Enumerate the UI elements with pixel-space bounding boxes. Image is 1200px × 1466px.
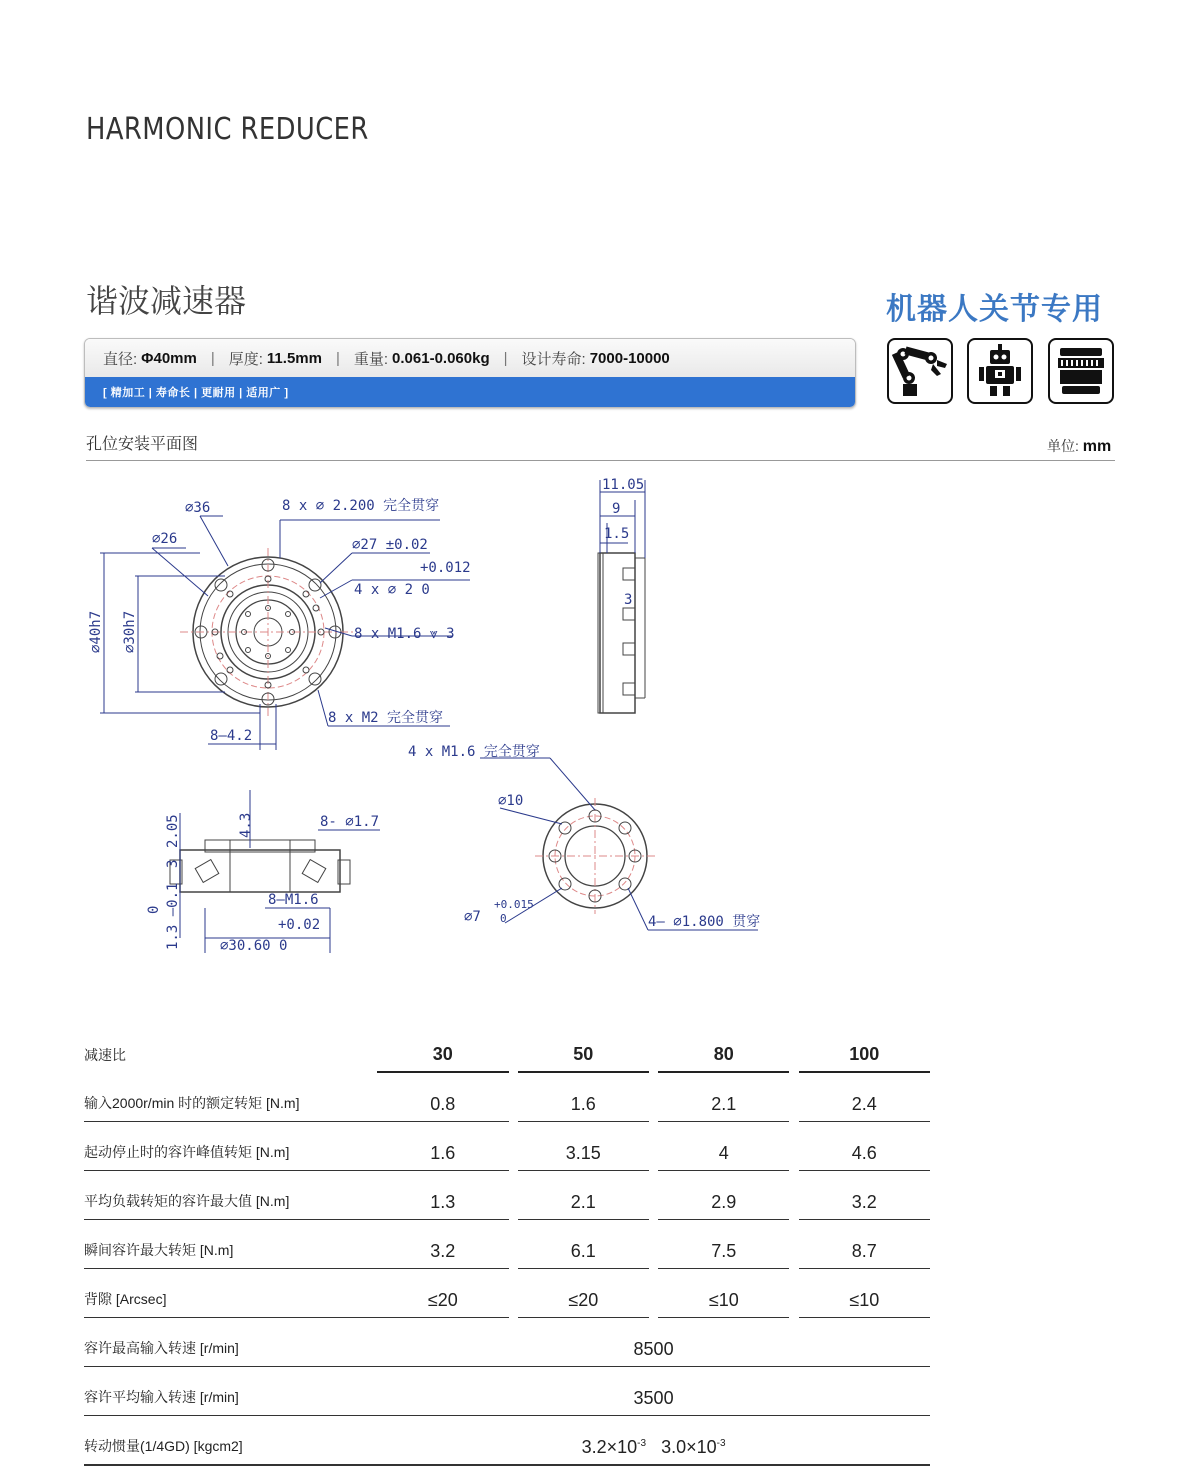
dim-d17: 8- ∅1.7: [320, 814, 380, 830]
row-label: 容许平均输入转速 [r/min]: [84, 1367, 377, 1416]
weight-label: 重量:: [353, 350, 389, 368]
ratio-100: 100: [799, 1025, 930, 1073]
cell: 4: [658, 1122, 789, 1171]
cell: 3.2: [377, 1220, 508, 1269]
dim-m16-4x: 4 x M1.6 完全贯穿: [408, 744, 540, 760]
feature-strip: [ 精加工 | 寿命长 | 更耐用 | 适用广 ]: [85, 377, 855, 407]
title-chinese: 谐波减速器: [86, 282, 247, 320]
cell: 2.4: [799, 1073, 930, 1122]
thickness-value: 11.5mm: [266, 349, 322, 367]
life-value: 7000-10000: [589, 349, 670, 367]
specs-table: [84, 1025, 930, 1466]
cell-merged: [377, 1416, 930, 1466]
cell: 2.1: [658, 1073, 789, 1122]
dim-3: 3: [624, 592, 633, 608]
dim-8-42: 8–4.2: [210, 728, 253, 744]
divider: [86, 460, 1115, 461]
row-label: 瞬间容许最大转矩 [N.m]: [84, 1220, 377, 1269]
table-row: [84, 1318, 930, 1367]
inertia-value-2: 3.0×10: [661, 1437, 717, 1457]
cell: 4.6: [799, 1122, 930, 1171]
diameter-label: 直径:: [103, 350, 138, 368]
separator: |: [335, 349, 340, 367]
row-label: 输入2000r/min 时的额定转矩 [N.m]: [84, 1073, 377, 1122]
inertia-exp-1: -3: [637, 1438, 647, 1449]
dim-tol-002: +0.02: [278, 917, 321, 933]
ratio-30: 30: [377, 1025, 508, 1073]
cell: 2.1: [518, 1171, 649, 1220]
dim-205: 2.05: [165, 814, 181, 848]
row-label: 起动停止时的容许峰值转矩 [N.m]: [84, 1122, 377, 1171]
dim-d1800: 4– ∅1.800 贯穿: [648, 914, 761, 930]
cell: ≤20: [518, 1269, 649, 1318]
robot-joint-tag: 机器人关节专用: [886, 293, 1103, 326]
table-row: [84, 1122, 930, 1171]
unit-value: mm: [1082, 438, 1112, 455]
weight-value: 0.061-0.060kg: [392, 349, 490, 367]
cell: 1.3: [377, 1171, 508, 1220]
reducer-icon: [1048, 338, 1114, 404]
separator: |: [503, 349, 508, 367]
dim-m2-8x: 8 x M2 完全贯穿: [328, 710, 444, 726]
ratio-80: 80: [658, 1025, 789, 1073]
drawing-title: 孔位安装平面图: [86, 436, 199, 453]
dim-holes-8x: 8 x ∅ 2.200 完全贯穿: [282, 498, 440, 514]
dim-d10: ∅10: [498, 793, 524, 809]
dim-m16-8x: 8 x M1.6 ⩔ 3: [354, 626, 455, 642]
dim-d26: ∅26: [152, 531, 178, 547]
title-english: HARMONIC REDUCER: [86, 112, 369, 147]
dim-0: 0: [146, 905, 162, 914]
cell: 1.6: [377, 1122, 508, 1171]
table-row: [84, 1269, 930, 1318]
table-row: [84, 1367, 930, 1416]
dim-1105: 11.05: [602, 477, 645, 493]
cell: ≤20: [377, 1269, 508, 1318]
dim-tol-0: 0: [500, 912, 507, 925]
row-label: 平均负载转矩的容许最大值 [N.m]: [84, 1171, 377, 1220]
cell-merged: 8500: [377, 1318, 930, 1367]
cell: 8.7: [799, 1220, 930, 1269]
diameter-value: Φ40mm: [141, 349, 197, 367]
unit-label: [1047, 436, 1111, 456]
inertia-value-1: 3.2×10: [581, 1437, 638, 1457]
cell: ≤10: [658, 1269, 789, 1318]
dim-d27: ∅27 ±0.02: [352, 537, 428, 553]
row-label: 转动惯量(1/4GD) [kgcm2]: [84, 1416, 377, 1466]
dim-tol-012: +0.012: [420, 560, 471, 576]
table-row: [84, 1220, 930, 1269]
table-header-row: [84, 1025, 930, 1073]
cell: 6.1: [518, 1220, 649, 1269]
spec-bar: [84, 338, 856, 408]
table-row: [84, 1416, 930, 1466]
life-label: 设计寿命:: [521, 350, 586, 368]
cell: 7.5: [658, 1220, 789, 1269]
dim-d40h7: ∅40h7: [88, 610, 104, 653]
row-label: 背隙 [Arcsec]: [84, 1269, 377, 1318]
spec-summary: [85, 339, 855, 377]
cell: 0.8: [377, 1073, 508, 1122]
dim-d7: ∅7: [464, 909, 481, 925]
dim-d3060: ∅30.60 0: [220, 938, 288, 954]
unit-label-text: 单位:: [1047, 438, 1079, 454]
cell: 3.15: [518, 1122, 649, 1171]
dim-d30h7: ∅30h7: [122, 610, 138, 653]
cell: 2.9: [658, 1171, 789, 1220]
dimension-labels: [88, 477, 760, 954]
ratio-50: 50: [518, 1025, 649, 1073]
dim-9: 9: [612, 501, 621, 517]
table-row: [84, 1073, 930, 1122]
separator: |: [210, 349, 215, 367]
table-row: [84, 1171, 930, 1220]
dim-d36: ∅36: [185, 500, 211, 516]
ratio-label: 减速比: [84, 1047, 126, 1063]
cell-merged: 3500: [377, 1367, 930, 1416]
dim-3-section: 3: [165, 859, 181, 868]
dim-13: 1.3 –0.1: [165, 882, 181, 950]
dim-m16-8: 8–M1.6: [268, 892, 319, 908]
technical-drawing: [80, 468, 780, 968]
cell: 1.6: [518, 1073, 649, 1122]
dim-tol-015: +0.015: [494, 898, 534, 911]
inertia-exp-2: -3: [716, 1438, 726, 1449]
dim-15: 1.5: [604, 526, 630, 542]
dim-43: 4.3: [238, 812, 254, 838]
row-label: 容许最高输入转速 [r/min]: [84, 1318, 377, 1367]
robot-icon: [967, 338, 1033, 404]
robot-arm-icon: [887, 338, 953, 404]
thickness-label: 厚度:: [228, 350, 263, 368]
dim-holes-4x: 4 x ∅ 2 0: [354, 582, 430, 598]
cell: ≤10: [799, 1269, 930, 1318]
cell: 3.2: [799, 1171, 930, 1220]
